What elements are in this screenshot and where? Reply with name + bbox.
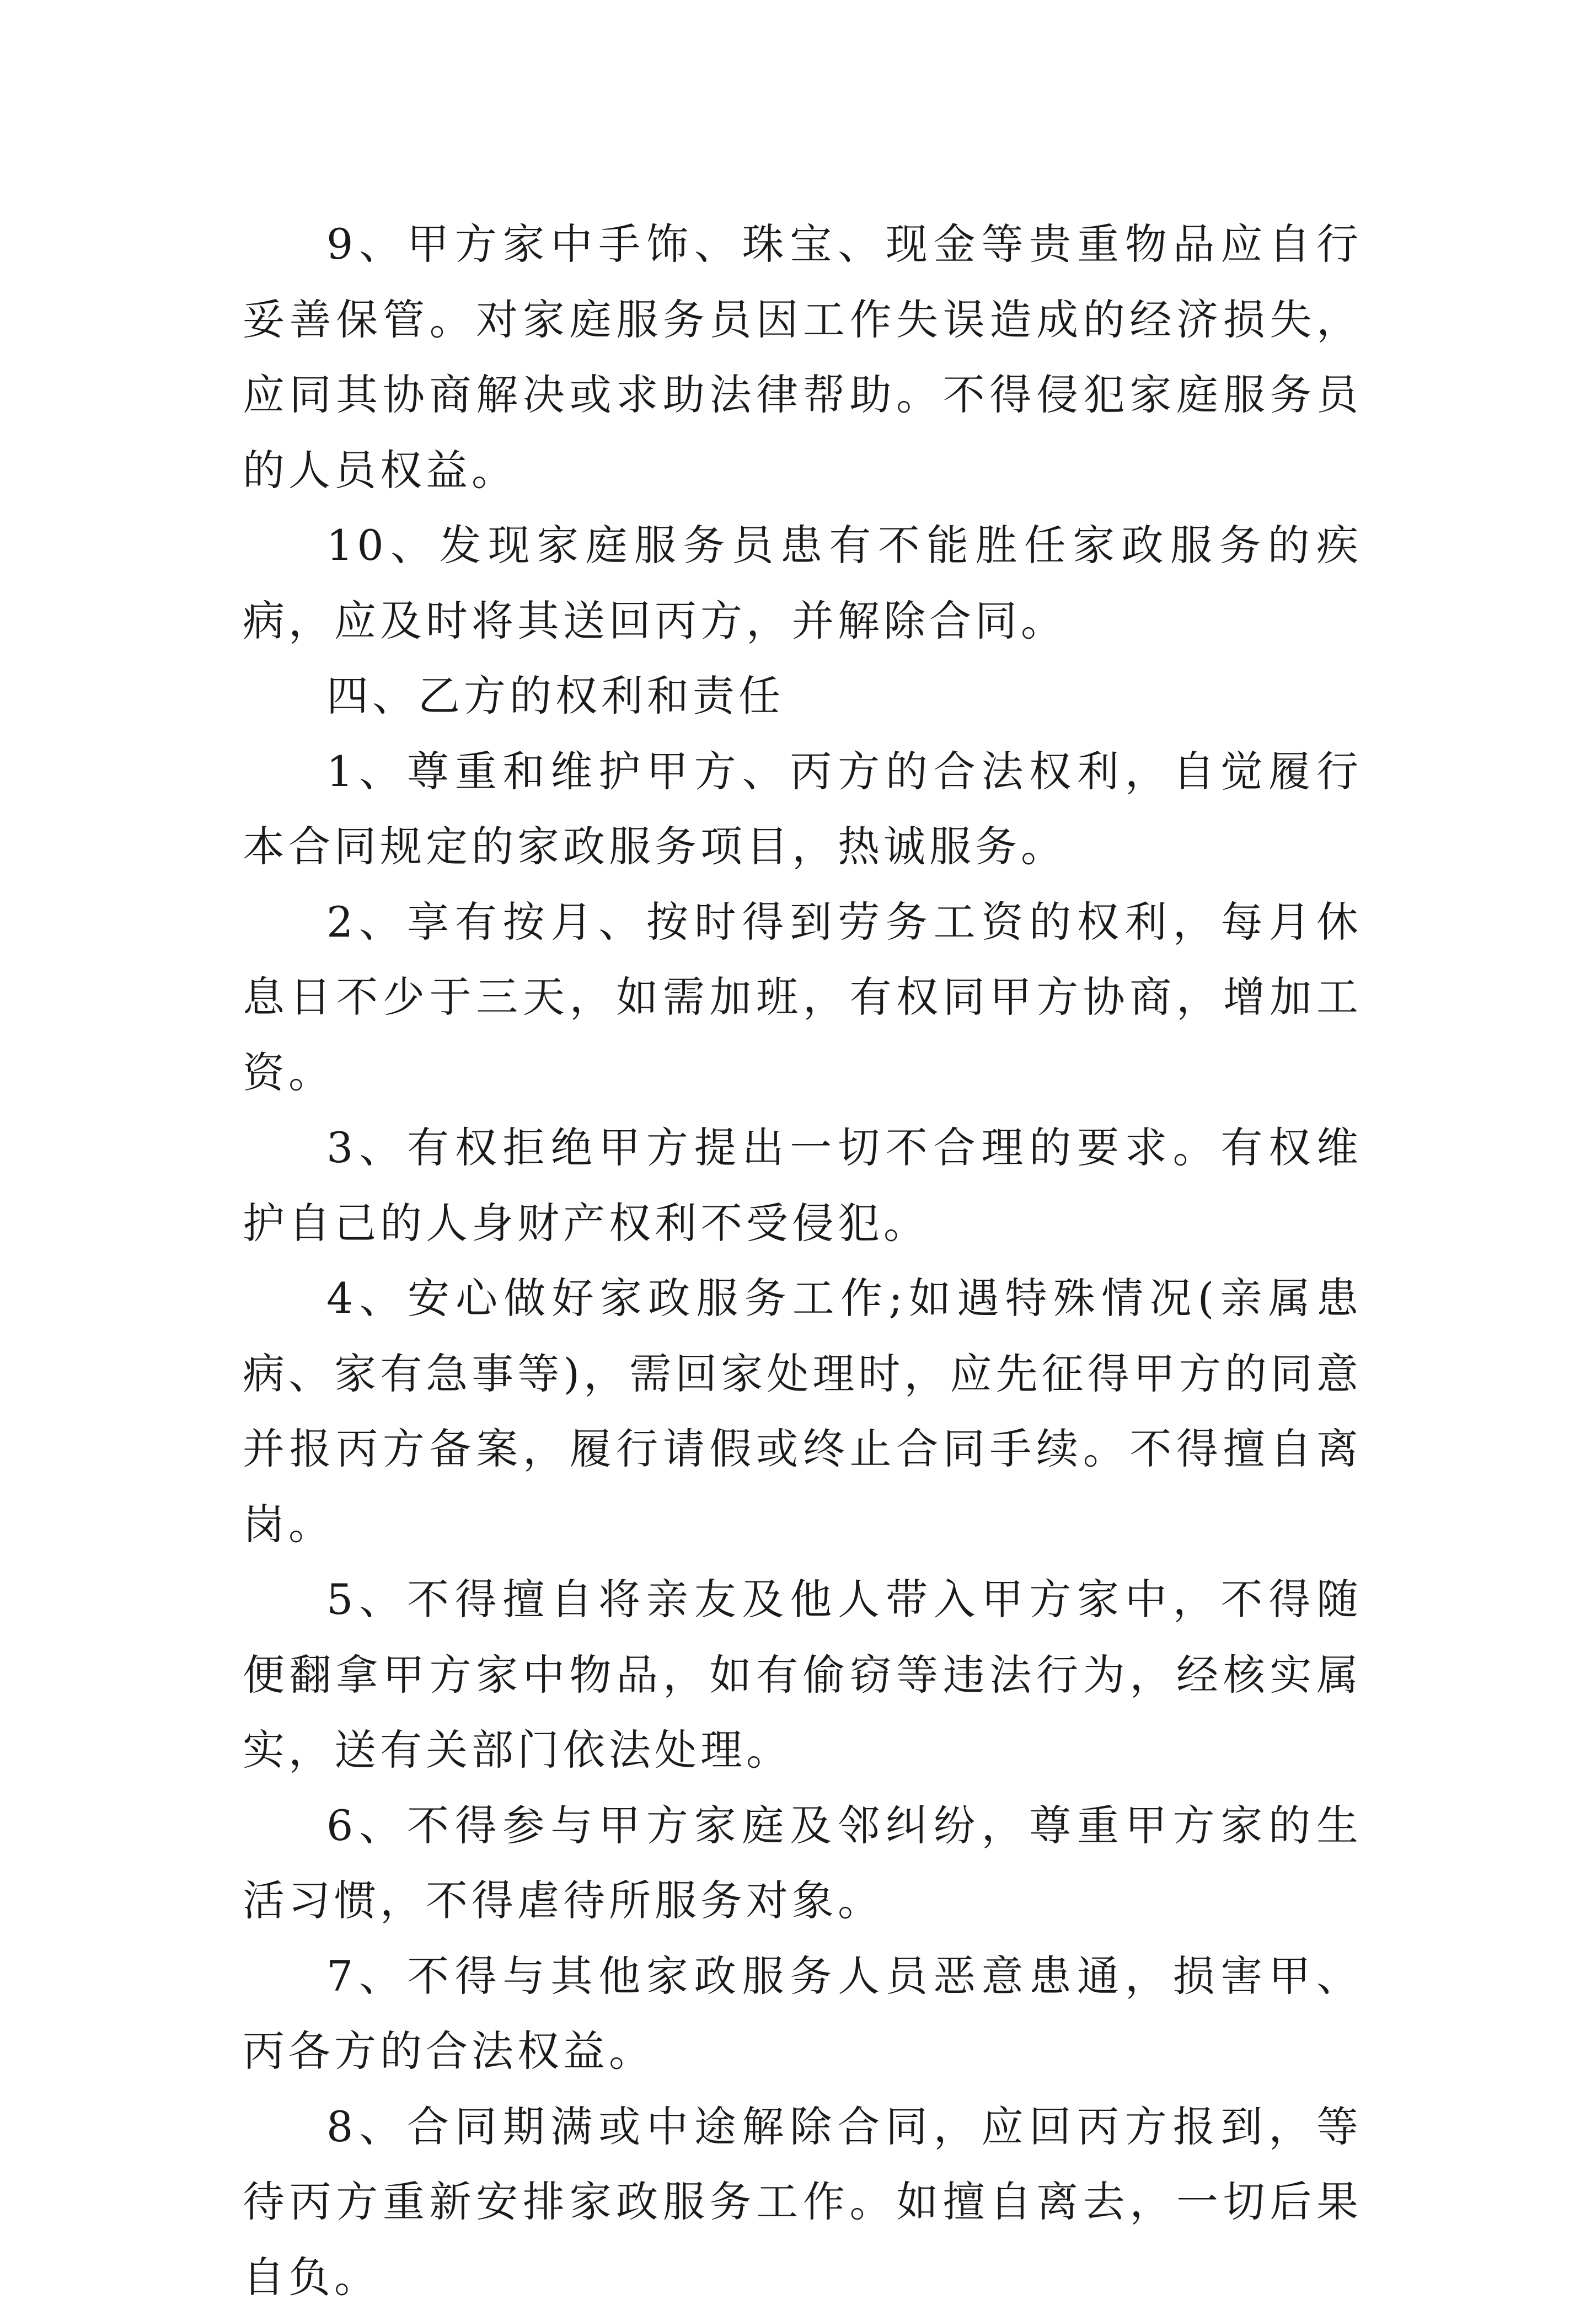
document-body — [243, 207, 1362, 2315]
paragraph-b-item-2: 2、享有按月、按时得到劳务工资的权利，每月休息日不少于三天，如需加班，有权同甲方协商，增加工资。 — [243, 885, 1362, 1111]
paragraph-item-10-illness: 10、发现家庭服务员患有不能胜任家政服务的疾病，应及时将其送回丙方，并解除合同。 — [243, 508, 1362, 659]
paragraph-item-9-valuables: 9、甲方家中手饰、珠宝、现金等贵重物品应自行妥善保管。对家庭服务员因工作失误造成的经济损失，应同其协商解决或求助法律帮助。不得侵犯家庭服务员的人员权益。 — [243, 207, 1362, 508]
section-heading-party-b-rights: 四、乙方的权利和责任 — [243, 659, 1362, 734]
paragraph-b-item-8: 8、合同期满或中途解除合同，应回丙方报到，等待丙方重新安排家政服务工作。如擅自离去，一切后果自负。 — [243, 2089, 1362, 2315]
paragraph-b-item-3: 3、有权拒绝甲方提出一切不合理的要求。有权维护自己的人身财产权利不受侵犯。 — [243, 1110, 1362, 1261]
paragraph-b-item-6: 6、不得参与甲方家庭及邻纠纷，尊重甲方家的生活习惯，不得虐待所服务对象。 — [243, 1788, 1362, 1939]
paragraph-b-item-1: 1、尊重和维护甲方、丙方的合法权利，自觉履行本合同规定的家政服务项目，热诚服务。 — [243, 734, 1362, 885]
paragraph-b-item-4: 4、安心做好家政服务工作;如遇特殊情况(亲属患病、家有急事等)，需回家处理时，应先征得甲方的同意并报丙方备案，履行请假或终止合同手续。不得擅自离岗。 — [243, 1261, 1362, 1562]
paragraph-b-item-5: 5、不得擅自将亲友及他人带入甲方家中，不得随便翻拿甲方家中物品，如有偷窃等违法行为，经核实属实，送有关部门依法处理。 — [243, 1562, 1362, 1788]
paragraph-b-item-7: 7、不得与其他家政服务人员恶意患通，损害甲、丙各方的合法权益。 — [243, 1939, 1362, 2089]
